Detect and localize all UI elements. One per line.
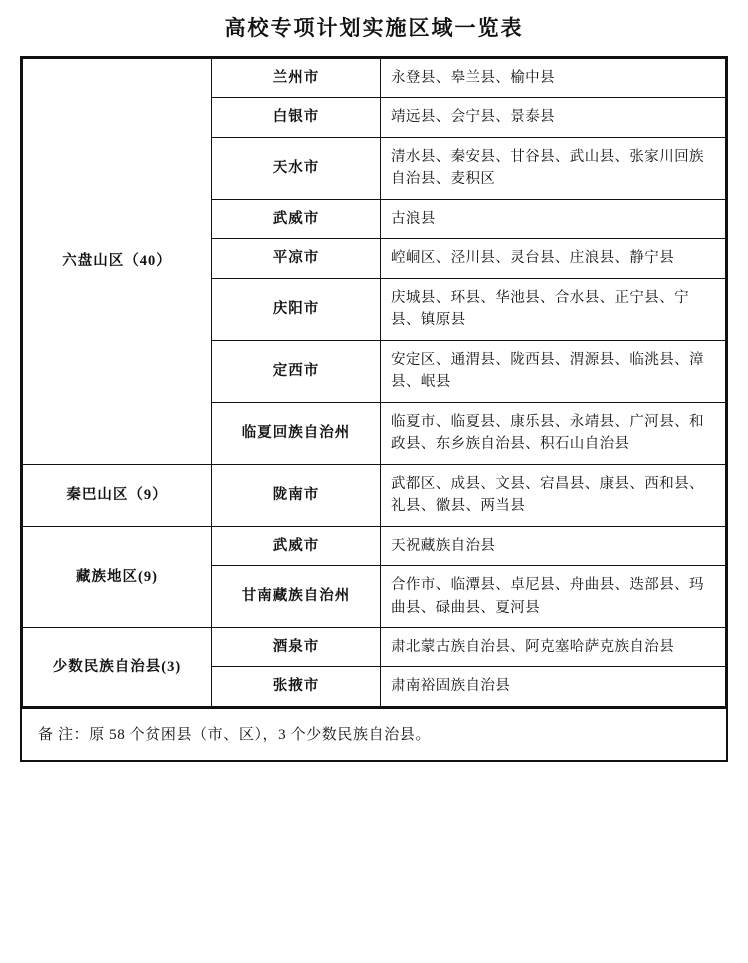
city-cell: 甘南藏族自治州 <box>212 566 381 628</box>
counties-cell: 庆城县、环县、华池县、合水县、正宁县、宁县、镇原县 <box>381 278 726 340</box>
city-cell: 武威市 <box>212 526 381 565</box>
counties-cell: 清水县、秦安县、甘谷县、武山县、张家川回族自治县、麦积区 <box>381 137 726 199</box>
counties-cell: 武都区、成县、文县、宕昌县、康县、西和县、礼县、徽县、两当县 <box>381 464 726 526</box>
counties-cell: 临夏市、临夏县、康乐县、永靖县、广河县、和政县、东乡族自治县、积石山自治县 <box>381 402 726 464</box>
counties-cell: 合作市、临潭县、卓尼县、舟曲县、迭部县、玛曲县、碌曲县、夏河县 <box>381 566 726 628</box>
city-cell: 武威市 <box>212 199 381 238</box>
city-cell: 酒泉市 <box>212 627 381 666</box>
counties-cell: 肃北蒙古族自治县、阿克塞哈萨克族自治县 <box>381 627 726 666</box>
counties-cell: 天祝藏族自治县 <box>381 526 726 565</box>
city-cell: 平凉市 <box>212 239 381 278</box>
region-cell: 秦巴山区（9） <box>23 464 212 526</box>
table-row <box>23 627 726 666</box>
table-note: 备 注：原 58 个贫困县（市、区），3 个少数民族自治县。 <box>20 709 728 762</box>
counties-cell: 靖远县、会宁县、景泰县 <box>381 98 726 137</box>
counties-cell: 崆峒区、泾川县、灵台县、庄浪县、静宁县 <box>381 239 726 278</box>
region-table <box>22 58 726 707</box>
table-row <box>23 464 726 526</box>
counties-cell: 古浪县 <box>381 199 726 238</box>
table-row <box>23 59 726 98</box>
city-cell: 庆阳市 <box>212 278 381 340</box>
counties-cell: 永登县、皋兰县、榆中县 <box>381 59 726 98</box>
region-table-body <box>23 59 726 707</box>
city-cell: 张掖市 <box>212 667 381 706</box>
counties-cell: 肃南裕固族自治县 <box>381 667 726 706</box>
counties-cell: 安定区、通渭县、陇西县、渭源县、临洮县、漳县、岷县 <box>381 340 726 402</box>
table-row <box>23 526 726 565</box>
region-cell: 藏族地区(9) <box>23 526 212 627</box>
city-cell: 兰州市 <box>212 59 381 98</box>
region-cell: 六盘山区（40） <box>23 59 212 465</box>
region-cell: 少数民族自治县(3) <box>23 627 212 706</box>
city-cell: 白银市 <box>212 98 381 137</box>
city-cell: 天水市 <box>212 137 381 199</box>
city-cell: 定西市 <box>212 340 381 402</box>
region-table-container <box>20 56 728 709</box>
page-title: 高校专项计划实施区域一览表 <box>224 16 524 40</box>
city-cell: 陇南市 <box>212 464 381 526</box>
city-cell: 临夏回族自治州 <box>212 402 381 464</box>
